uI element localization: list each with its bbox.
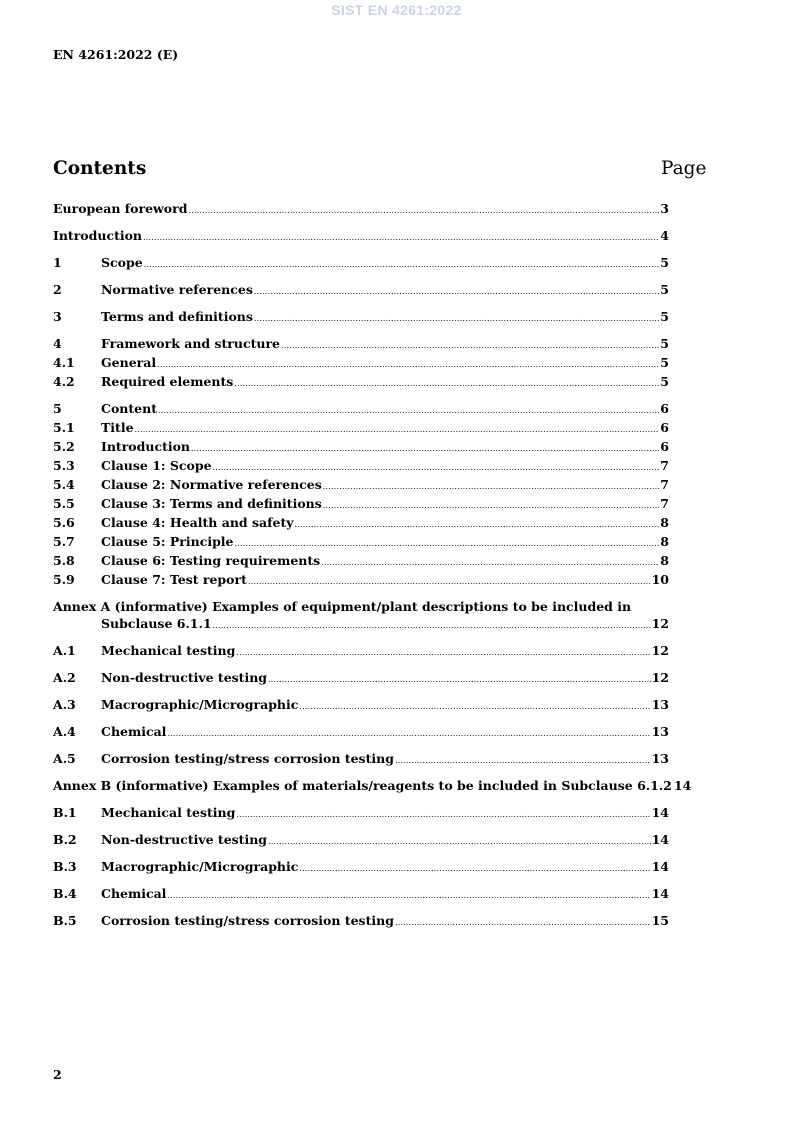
dot-leader [191,440,659,457]
toc-entry-label: Clause 6: Testing requirements [101,553,321,568]
toc-entry-label: Clause 3: Terms and definitions [101,496,322,511]
toc-entry-page: 6 [660,420,669,435]
toc-entry-page: 8 [660,515,669,530]
toc-entry-number: 1 [53,255,62,270]
toc-entry-number: B.2 [53,832,77,847]
toc-entry-page: 13 [651,697,669,712]
dot-leader [323,478,660,495]
toc-entry-label: Clause 4: Health and safety [101,515,294,530]
toc-entry-b2-non-destructive-testing[interactable] [53,831,669,850]
toc-entry-number: 5.4 [53,477,75,492]
toc-entry-label: Title [101,420,134,435]
watermark: SIST EN 4261:2022 [331,2,462,18]
toc-entry-framework-and-structure[interactable] [53,335,669,354]
toc-entry-number: 4.2 [53,374,75,389]
toc-entry-label: Clause 2: Normative references [101,477,322,492]
dot-leader [167,725,650,742]
toc-entry-number: 5.8 [53,553,75,568]
annex-a-title-line2: Subclause 6.1.1 [101,616,212,631]
toc-entry-a4-chemical[interactable] [53,723,669,742]
dot-leader [295,516,660,533]
toc-entry-clause-1-scope[interactable] [53,457,669,476]
toc-entry-number: 4.1 [53,355,75,370]
toc-entry-number: A.1 [53,643,76,658]
toc-entry-page: 14 [651,832,669,847]
toc-entry-label: Introduction [53,228,143,243]
toc-entry-page: 5 [660,309,669,324]
dot-leader [268,833,651,850]
toc-entry-label: Corrosion testing/stress corrosion testing [101,751,394,766]
toc-entry-clause-6-testing-requirements[interactable] [53,552,669,571]
dot-leader [213,459,660,476]
dot-leader [144,256,660,273]
toc-entry-clause-5-principle[interactable] [53,533,669,552]
toc-entry-label: Mechanical testing [101,805,236,820]
toc-entry-clause-3-terms[interactable] [53,495,669,514]
toc-entry-page: 6 [660,401,669,416]
toc-entry-page: 3 [660,201,669,216]
toc-entry-page: 6 [660,439,669,454]
toc-entry-label: Non-destructive testing [101,670,268,685]
toc-entry-a2-non-destructive-testing[interactable] [53,669,669,688]
toc-annex-b[interactable] [53,777,692,796]
toc-entry-page: 12 [651,643,669,658]
toc-entry-number: 5.6 [53,515,75,530]
toc-entry-page: 15 [651,913,669,928]
toc-entry-a5-corrosion-testing[interactable] [53,750,669,769]
toc-entry-clause-2-normative-references[interactable] [53,476,669,495]
toc-entry-number: A.4 [53,724,76,739]
toc-entry-page: 14 [651,805,669,820]
toc-entry-b5-corrosion-testing[interactable] [53,912,669,931]
toc-entry-number: 4 [53,336,62,351]
dot-leader [254,310,659,327]
annex-b-title: Annex B (informative) Examples of materials/reagents to be included in Subclause 6.1.2 [53,778,672,793]
toc-entry-introduction-subclause[interactable] [53,438,669,457]
toc-entry-page: 5 [660,374,669,389]
toc-annex-a[interactable] [53,598,669,634]
annex-a-page: 12 [651,616,669,631]
toc-entry-number: B.5 [53,913,77,928]
toc-entry-page: 13 [651,724,669,739]
annex-a-title-line2-row [53,615,669,634]
document-id: EN 4261:2022 (E) [53,47,179,62]
toc-entry-number: 3 [53,309,62,324]
toc-entry-label: Required elements [101,374,234,389]
toc-entry-page: 5 [660,355,669,370]
toc-entry-page: 7 [660,477,669,492]
dot-leader [254,283,659,300]
dot-leader [213,617,651,634]
dot-leader [143,229,659,246]
toc-entry-page: 7 [660,458,669,473]
toc-entry-number: B.3 [53,859,77,874]
toc-entry-number: A.3 [53,697,76,712]
toc-entry-label: Terms and definitions [101,309,253,324]
toc-entry-number: B.4 [53,886,77,901]
toc-entry-label: European foreword [53,201,188,216]
dot-leader [299,698,650,715]
toc-entry-page: 13 [651,751,669,766]
toc-entry-required-elements[interactable] [53,373,669,392]
toc-entry-label: Clause 7: Test report [101,572,247,587]
toc-entry-number: 5.7 [53,534,75,549]
toc-entry-b4-chemical[interactable] [53,885,669,904]
toc-entry-general[interactable] [53,354,669,373]
toc-entry-title[interactable] [53,419,669,438]
dot-leader [395,914,651,931]
toc-entry-page: 12 [651,670,669,685]
toc-entry-label: Macrographic/Micrographic [101,697,299,712]
toc-entry-number: 5.9 [53,572,75,587]
dot-leader [158,402,659,419]
dot-leader [236,644,650,661]
annex-b-page: 14 [673,778,692,793]
toc-entry-page: 8 [660,534,669,549]
toc-entry-content[interactable] [53,400,669,419]
toc-entry-page: 14 [651,886,669,901]
dot-leader [248,573,651,590]
table-of-contents [53,200,692,931]
dot-leader [299,860,650,877]
dot-leader [234,375,659,392]
toc-entry-number: 5.3 [53,458,75,473]
toc-entry-scope[interactable] [53,254,669,273]
toc-entry-page: 14 [651,859,669,874]
annex-a-title-line1: Annex A (informative) Examples of equipment/plant descriptions to be included in [53,599,632,614]
toc-entry-page: 5 [660,336,669,351]
dot-leader [236,806,650,823]
toc-entry-a3-macrographic[interactable] [53,696,669,715]
toc-entry-b3-macrographic[interactable] [53,858,669,877]
toc-entry-label: Non-destructive testing [101,832,268,847]
dot-leader [321,554,659,571]
contents-title: Contents [53,158,147,179]
dot-leader [167,887,650,904]
toc-entry-page: 8 [660,553,669,568]
toc-entry-label: Chemical [101,724,167,739]
toc-entry-number: A.5 [53,751,76,766]
toc-entry-page: 7 [660,496,669,511]
toc-entry-introduction[interactable] [53,227,669,246]
toc-entry-label: Clause 5: Principle [101,534,234,549]
dot-leader [188,202,659,219]
toc-entry-european-foreword[interactable] [53,200,669,219]
toc-entry-number: 2 [53,282,62,297]
toc-entry-number: 5.2 [53,439,75,454]
toc-entry-number: A.2 [53,670,76,685]
footer-page-number: 2 [53,1067,62,1082]
toc-entry-clause-7-test-report[interactable] [53,571,669,590]
toc-entry-b1-mechanical-testing[interactable] [53,804,669,823]
toc-entry-number: 5 [53,401,62,416]
toc-entry-number: 5.1 [53,420,75,435]
dot-leader [235,535,660,552]
toc-entry-label: Scope [101,255,143,270]
dot-leader [395,752,651,769]
toc-entry-label: Macrographic/Micrographic [101,859,299,874]
toc-entry-page: 4 [660,228,669,243]
toc-entry-number: B.1 [53,805,77,820]
toc-entry-label: Corrosion testing/stress corrosion testing [101,913,394,928]
toc-entry-terms-and-definitions[interactable] [53,308,669,327]
toc-entry-page: 5 [660,282,669,297]
toc-entry-label: Chemical [101,886,167,901]
dot-leader [268,671,651,688]
toc-entry-a1-mechanical-testing[interactable] [53,642,669,661]
dot-leader [281,337,659,354]
toc-entry-page: 10 [651,572,669,587]
dot-leader [323,497,660,514]
toc-entry-label: Clause 1: Scope [101,458,212,473]
toc-entry-number: 5.5 [53,496,75,511]
dot-leader [157,356,659,373]
toc-entry-clause-4-health-safety[interactable] [53,514,669,533]
toc-entry-label: Mechanical testing [101,643,236,658]
toc-entry-label: Introduction [101,439,191,454]
dot-leader [135,421,660,438]
toc-entry-label: Framework and structure [101,336,280,351]
toc-entry-normative-references[interactable] [53,281,669,300]
page-column-heading: Page [661,158,707,179]
toc-entry-page: 5 [660,255,669,270]
toc-entry-label: General [101,355,157,370]
toc-entry-label: Normative references [101,282,253,297]
toc-entry-label: Content [101,401,157,416]
